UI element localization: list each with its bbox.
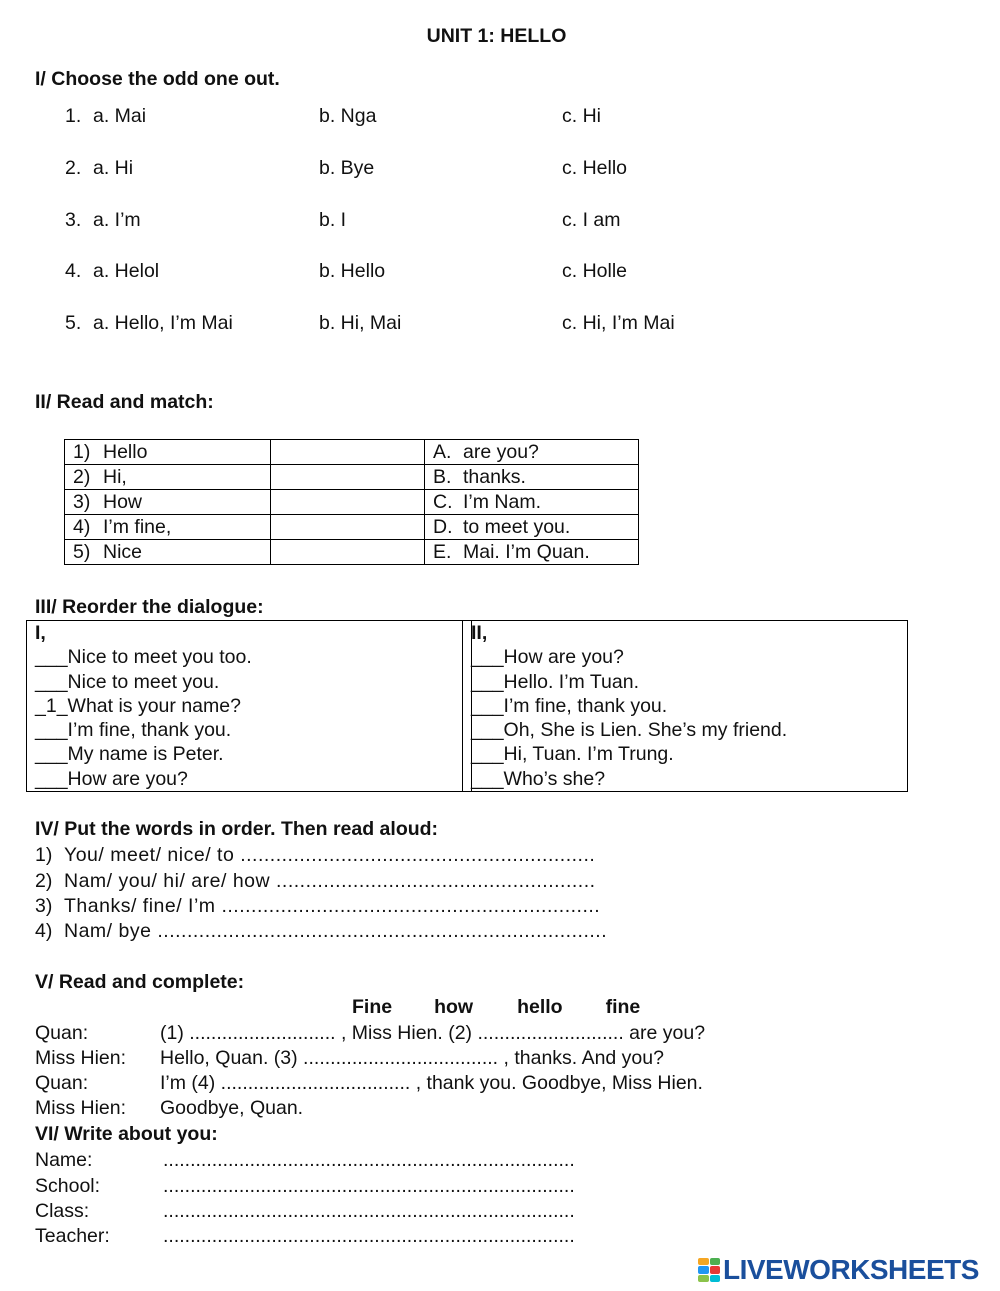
speaker-name: Quan:	[35, 1022, 89, 1044]
item-number: 3.	[65, 209, 82, 231]
match-right-cell	[425, 490, 639, 515]
option-c: c. Hello	[562, 157, 628, 179]
dialogue-line: ___Hi, Tuan. I’m Trung.	[471, 743, 674, 766]
match-right-cell	[425, 465, 639, 490]
word-bank-item: hello	[517, 996, 563, 1018]
match-right-text: thanks.	[463, 466, 526, 488]
dialogue-box-1	[26, 620, 472, 792]
option-c: c. I am	[562, 209, 621, 231]
item-number: 4.	[65, 260, 82, 282]
match-left-text: How	[103, 491, 143, 513]
word-order-text: Thanks/ fine/ I’m ................................................................	[64, 895, 601, 917]
word-order-text: You/ meet/ nice/ to ............................................................	[64, 844, 596, 866]
item-number: 2.	[65, 157, 82, 179]
field-label: Class:	[35, 1200, 90, 1222]
item-letter: C.	[433, 491, 453, 513]
dialogue-line: ___Oh, She is Lien. She’s my friend.	[471, 719, 788, 742]
match-answer-cell[interactable]	[271, 515, 425, 540]
item-number: 2)	[73, 466, 91, 488]
match-answer-cell[interactable]	[271, 490, 425, 515]
item-number: 1.	[65, 105, 82, 127]
section-3-heading: III/ Reorder the dialogue:	[35, 596, 264, 618]
match-left-text: I’m fine,	[103, 516, 172, 538]
match-left-cell	[65, 465, 271, 490]
option-b: b. Bye	[319, 157, 375, 179]
word-order-text: Nam/ bye ............................................................................	[64, 920, 608, 942]
field-label: Teacher:	[35, 1225, 110, 1247]
option-b: b. Hello	[319, 260, 386, 282]
logo-text: LIVEWORKSHEETS	[723, 1254, 979, 1285]
match-right-text: Mai. I’m Quan.	[463, 541, 590, 563]
dialogue-line: ___Nice to meet you too.	[35, 646, 252, 669]
dialogue-text: Goodbye, Quan.	[160, 1097, 304, 1119]
option-a: a. I’m	[93, 209, 141, 231]
match-right-text: to meet you.	[463, 516, 571, 538]
item-number: 5)	[73, 541, 91, 563]
option-c: c. Hi, I’m Mai	[562, 312, 675, 334]
speaker-name: Miss Hien:	[35, 1097, 127, 1119]
word-order-item	[35, 869, 596, 893]
match-answer-cell[interactable]	[271, 440, 425, 465]
liveworksheets-logo	[698, 1255, 979, 1285]
table-row	[65, 440, 639, 465]
match-left-cell	[65, 540, 271, 565]
odd-one-out-item	[65, 209, 765, 235]
word-order-item	[35, 894, 600, 918]
logo-mark-icon	[698, 1258, 720, 1282]
dialogue-line: ___I’m fine, thank you.	[35, 719, 232, 742]
item-letter: D.	[433, 516, 453, 538]
item-number: 3)	[73, 491, 91, 513]
option-a: a. Helol	[93, 260, 160, 282]
odd-one-out-item	[65, 157, 765, 183]
item-number: 4)	[73, 516, 91, 538]
field-blank[interactable]: ............................................................................	[163, 1175, 575, 1197]
word-order-text: Nam/ you/ hi/ are/ how ......................................................	[64, 870, 596, 892]
item-letter: A.	[433, 441, 452, 463]
field-blank[interactable]: ............................................................................	[163, 1200, 575, 1222]
item-number: 5.	[65, 312, 82, 334]
dialogue-line: ___Nice to meet you.	[35, 670, 220, 693]
option-a: a. Hi	[93, 157, 134, 179]
word-bank-item: Fine	[352, 996, 393, 1018]
field-label: Name:	[35, 1149, 93, 1171]
dialogue-2-label: II,	[471, 622, 488, 644]
option-b: b. Nga	[319, 105, 377, 127]
table-row	[65, 465, 639, 490]
match-right-cell	[425, 515, 639, 540]
match-left-text: Hello	[103, 441, 148, 463]
match-right-cell	[425, 540, 639, 565]
match-left-cell	[65, 440, 271, 465]
section-6-heading: VI/ Write about you:	[35, 1123, 218, 1145]
section-1-heading: I/ Choose the odd one out.	[35, 68, 280, 90]
item-letter: E.	[433, 541, 452, 563]
section-2-heading: II/ Read and match:	[35, 391, 214, 413]
odd-one-out-item	[65, 105, 765, 131]
option-b: b. I	[319, 209, 347, 231]
word-order-item	[35, 919, 607, 943]
dialogue-1-label: I,	[35, 622, 46, 644]
dialogue-line: _1_What is your name?	[35, 694, 241, 717]
option-a: a. Hello, I’m Mai	[93, 312, 233, 334]
field-blank[interactable]: ............................................................................	[163, 1149, 575, 1171]
item-number: 1)	[35, 844, 53, 866]
item-number: 3)	[35, 895, 53, 917]
table-row	[65, 540, 639, 565]
word-bank-item: fine	[605, 996, 641, 1018]
option-a: a. Mai	[93, 105, 147, 127]
option-c: c. Hi	[562, 105, 601, 127]
table-row	[65, 515, 639, 540]
odd-one-out-item	[65, 312, 765, 338]
page-title: UNIT 1: HELLO	[426, 25, 567, 47]
item-number: 2)	[35, 870, 53, 892]
item-number: 4)	[35, 920, 53, 942]
speaker-name: Miss Hien:	[35, 1047, 127, 1069]
match-left-text: Hi,	[103, 466, 127, 488]
option-b: b. Hi, Mai	[319, 312, 402, 334]
dialogue-box-2	[462, 620, 908, 792]
dialogue-text: Hello, Quan. (3) .................................... , thanks. And you?	[160, 1047, 664, 1069]
field-blank[interactable]: ............................................................................	[163, 1225, 575, 1247]
field-label: School:	[35, 1175, 101, 1197]
match-right-cell	[425, 440, 639, 465]
match-left-cell	[65, 515, 271, 540]
word-bank	[352, 996, 640, 1019]
match-right-text: are you?	[463, 441, 539, 463]
section-5-heading: V/ Read and complete:	[35, 971, 245, 993]
match-right-text: I’m Nam.	[463, 491, 541, 513]
dialogue-line: ___Who’s she?	[471, 767, 606, 790]
item-letter: B.	[433, 466, 452, 488]
dialogue-line: ___My name is Peter.	[35, 743, 224, 766]
dialogue-text: I’m (4) ................................... , thank you. Goodbye, Miss Hien.	[160, 1072, 703, 1094]
word-bank-item: how	[434, 996, 474, 1018]
match-table	[64, 439, 639, 565]
word-order-item	[35, 843, 595, 867]
match-left-text: Nice	[103, 541, 143, 563]
table-row	[65, 490, 639, 515]
section-4-heading: IV/ Put the words in order. Then read aloud:	[35, 818, 439, 840]
match-answer-cell[interactable]	[271, 465, 425, 490]
item-number: 1)	[73, 441, 91, 463]
dialogue-line: ___How are you?	[471, 646, 624, 669]
dialogue-line: ___I’m fine, thank you.	[471, 694, 668, 717]
match-left-cell	[65, 490, 271, 515]
option-c: c. Holle	[562, 260, 628, 282]
speaker-name: Quan:	[35, 1072, 89, 1094]
dialogue-text: (1) ........................... , Miss Hien. (2) ........................... are you?	[160, 1022, 706, 1044]
odd-one-out-item	[65, 260, 765, 286]
match-answer-cell[interactable]	[271, 540, 425, 565]
dialogue-line: ___Hello. I’m Tuan.	[471, 670, 640, 693]
dialogue-line: ___How are you?	[35, 767, 188, 790]
